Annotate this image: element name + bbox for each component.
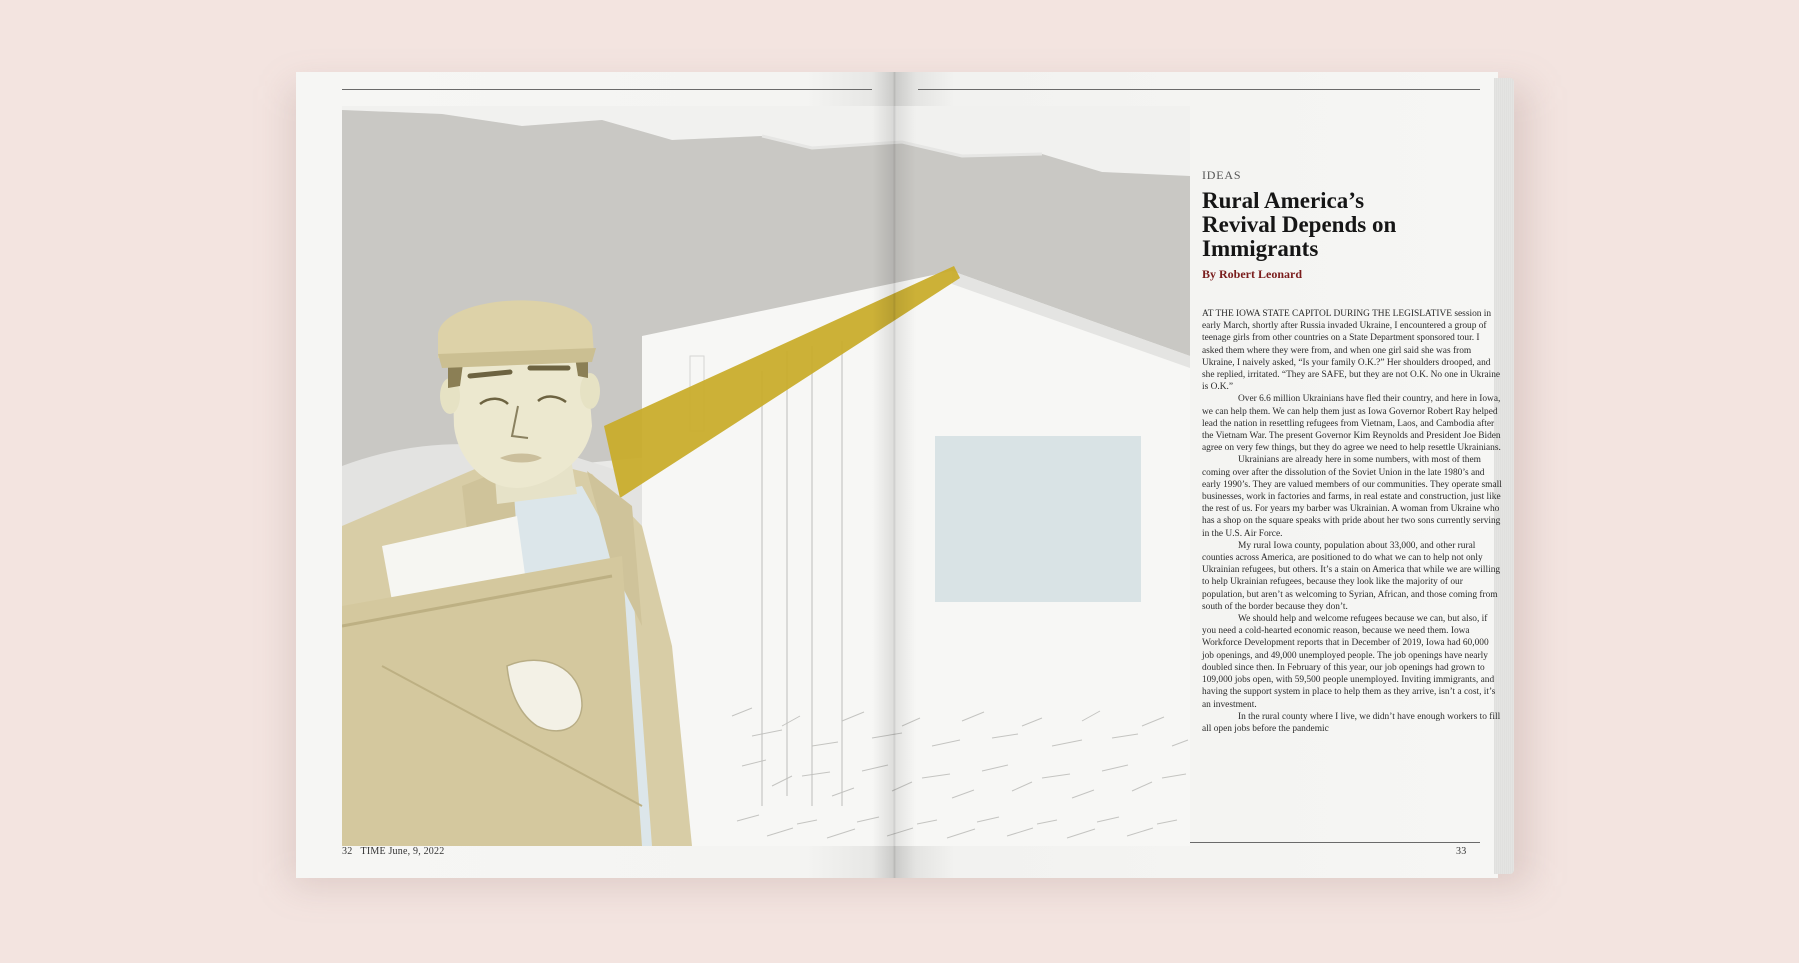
magazine-spread [296, 72, 1518, 880]
article-headline [1202, 189, 1502, 261]
left-top-rule [342, 89, 872, 90]
paragraph-3: Ukrainians are already here in some numbers, with most of them coming over after the dissolution of the Soviet Union in the late 1980’s and early 1990’s. They are valued members of our communities. They operate small businesses, work in factories and farms, in real estate and construction, just like the rest of us. For years my barber was Ukrainian. A woman from Ukraine who has a shop on the square speaks with pride about her two sons currently serving in the U.S. Air Force. [1202, 455, 1502, 539]
headline-line-3: Immigrants [1202, 236, 1319, 261]
article-body [1202, 308, 1502, 735]
paragraph-1: AT THE IOWA STATE CAPITOL DURING THE LEGISLATIVE session in early March, shortly after Russia invaded Ukraine, I encountered a group of teenage girls from other countries on a State Department sponsored tour. I asked them where they were from, and when one girl said she was from Ukraine, I naively asked, “Is your family O.K.?” Her shoulders drooped, and she replied, irritated. “They are SAFE, but they are not O.K. No one in Ukraine is O.K.” [1202, 309, 1501, 393]
paragraph-2: Over 6.6 million Ukrainians have fled their country, and here in Iowa, we can help them. We can help them just as Iowa Governor Robert Ray helped lead the nation in resettling refugees from Vietnam, Laos, and Cambodia after the Vietnam War. The present Governor Kim Reynolds and President Joe Biden agree on very few things, but they do agree we need to help resettle Ukrainians. [1202, 394, 1501, 454]
paragraph-4: My rural Iowa county, population about 33,000, and other rural counties across America, are positioned to do what we can to help not only Ukrainian refugees, but others. It’s a stain on America that while we are willing to help Ukrainian refugees, because they look like the majority of our population, but aren’t as welcoming to Syrian, African, and those coming from south of the border because they don’t. [1202, 540, 1501, 612]
right-page-number: 33 [1456, 846, 1467, 857]
headline-line-1: Rural America’s [1202, 188, 1365, 213]
headline-line-2: Revival Depends on [1202, 212, 1397, 237]
left-folio [342, 846, 444, 857]
article-illustration [342, 106, 1190, 846]
lead-in: AT THE IOWA STATE CAPITOL DURING THE LEGISLATIVE [1202, 309, 1453, 319]
left-page-number: 32 [342, 846, 353, 857]
right-top-rule [918, 89, 1480, 90]
paragraph-5: We should help and welcome refugees because we can, but also, if you need a cold-hearted economic reason, because we need them. Iowa Workforce Development reports that in December of 2019, Iowa had 60,000 job openings, and 49,000 unemployed people. The job openings have nearly doubled since then. In February of this year, our job openings had grown to 109,000 jobs open, with 59,500 people unemployed. Inviting immigrants, and having the support system in place to help them as they arrive, isn’t a cost, it’s an investment. [1202, 614, 1496, 710]
magazine-name: TIME [360, 846, 386, 857]
paragraph-6: In the rural county where I live, we didn’t have enough workers to fill all open jobs before the pandemic [1202, 711, 1501, 734]
issue-date: June, 9, 2022 [388, 846, 445, 857]
article-column [1202, 168, 1502, 735]
byline: By Robert Leonard [1202, 267, 1302, 281]
section-kicker: IDEAS [1202, 168, 1242, 182]
